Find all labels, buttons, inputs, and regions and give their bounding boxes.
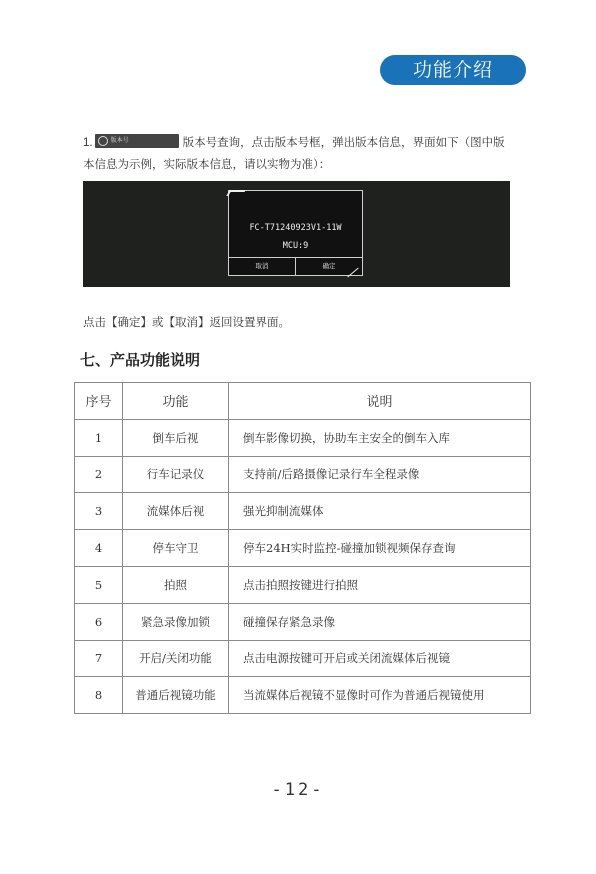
row-num: 8 (75, 677, 123, 714)
row-func: 拍照 (123, 566, 229, 603)
row-num: 4 (75, 530, 123, 567)
row-desc: 强光抑制流媒体 (229, 493, 531, 530)
table-row (75, 566, 531, 603)
row-desc: 碰撞保存紧急录像 (229, 603, 531, 640)
confirm-button: 确定 (295, 258, 362, 275)
row-desc: 停车24H实时监控-碰撞加锁视频保存查询 (229, 530, 531, 567)
section-title: 七、产品功能说明 (80, 351, 201, 369)
mcu-version: MCU:9 (282, 241, 309, 251)
row-desc: 倒车影像切换，协助车主安全的倒车入库 (229, 419, 531, 456)
row-func: 倒车后视 (123, 419, 229, 456)
table-row (75, 493, 531, 530)
row-num: 2 (75, 456, 123, 493)
row-func: 紧急录像加锁 (123, 603, 229, 640)
corner-decoration (226, 190, 245, 196)
table-row (75, 677, 531, 714)
intro-text: 版本号查询，点击版本号框，弹出版本信息，界面如下（图中版本信息为示例，实际版本信息，请以实物为准）： (83, 135, 505, 171)
header-func: 功能 (123, 383, 229, 420)
row-num: 1 (75, 419, 123, 456)
row-func: 流媒体后视 (123, 493, 229, 530)
table-row (75, 603, 531, 640)
intro-paragraph (83, 132, 513, 175)
row-num: 7 (75, 640, 123, 677)
table-row (75, 419, 531, 456)
row-func: 行车记录仪 (123, 456, 229, 493)
table-row (75, 530, 531, 567)
page-number: -12- (271, 780, 325, 800)
version-button-image (95, 134, 179, 148)
row-desc: 点击拍照按键进行拍照 (229, 566, 531, 603)
feature-table (74, 382, 531, 714)
version-dialog (228, 190, 363, 276)
row-num: 6 (75, 603, 123, 640)
firmware-version: FC-T71240923V1-11W (249, 223, 342, 233)
intro-number: 1. (83, 137, 93, 149)
row-desc: 点击电源按键可开启或关闭流媒体后视镜 (229, 640, 531, 677)
row-func: 停车守卫 (123, 530, 229, 567)
version-button-text: 版本号 (110, 137, 129, 144)
dialog-buttons (229, 257, 362, 275)
section-badge: 功能介绍 (380, 55, 526, 85)
version-screenshot (83, 181, 510, 287)
table-row (75, 640, 531, 677)
table-header-row (75, 383, 531, 420)
row-desc: 当流媒体后视镜不显像时可作为普通后视镜使用 (229, 677, 531, 714)
header-desc: 说明 (229, 383, 531, 420)
row-func: 普通后视镜功能 (123, 677, 229, 714)
return-note: 点击【确定】或【取消】返回设置界面。 (83, 315, 290, 329)
header-num: 序号 (75, 383, 123, 420)
table-row (75, 456, 531, 493)
row-num: 3 (75, 493, 123, 530)
row-num: 5 (75, 566, 123, 603)
row-func: 开启/关闭功能 (123, 640, 229, 677)
cancel-button: 取消 (255, 262, 269, 270)
row-desc: 支持前/后路摄像记录行车全程录像 (229, 456, 531, 493)
version-icon (98, 136, 108, 146)
